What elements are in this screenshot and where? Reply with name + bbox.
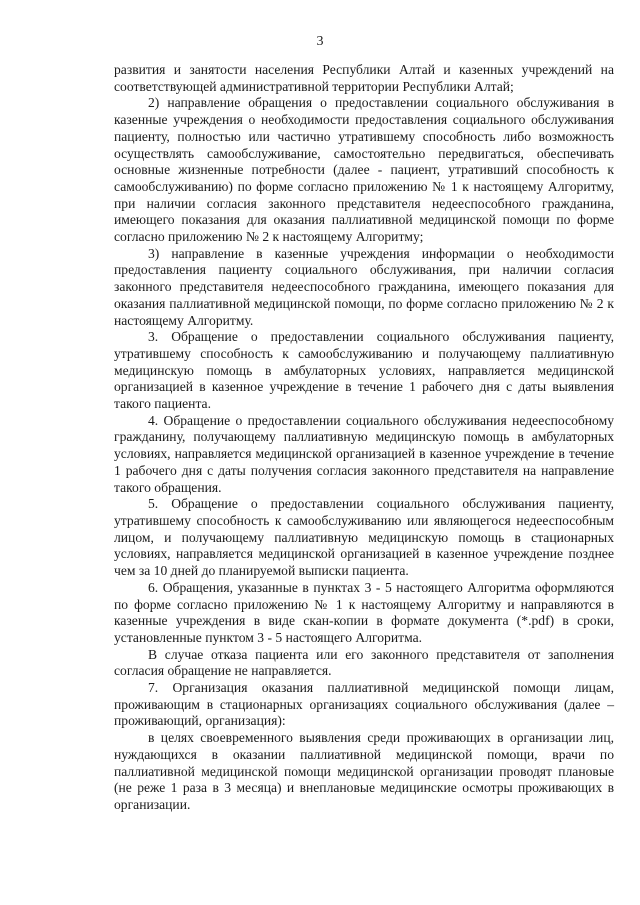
paragraph: в целях своевременного выявления среди проживающих в организации лиц, нуждающихся в оказании паллиативной медицинской помощи, врачи по паллиативной медицинской помощи медицинской организации проводят плановые (не реже 1 раза в 3 месяца) и внеплановые медицинские осмотры проживающих в организации. bbox=[114, 730, 614, 812]
page-number: 3 bbox=[316, 34, 324, 49]
paragraph: 3) направление в казенные учреждения информации о необходимости предоставления пациенту социального обслуживания, при наличии согласия законного представителя недееспособного гражданина, имеющего показания для оказания паллиативной медицинской помощи, по форме согласно приложению № 2 к настоящему Алгоритму. bbox=[114, 245, 614, 328]
paragraph: 3. Обращение о предоставлении социального обслуживания пациенту, утратившему способность к самообслуживанию и получающему паллиативную медицинскую помощь в амбулаторных условиях, направляется медицинской организацией в казенное учреждение в течение 1 рабочего дня с даты выявления такого пациента. bbox=[114, 329, 614, 412]
paragraph: 2) направление обращения о предоставлении социального обслуживания в казенные учреждения о необходимости предоставления социального обслуживания пациенту, полностью или частично утратившему способность либо возможность осуществлять самообслуживание, самостоятельно передвигаться, обеспечивать основные жизненные потребности (далее - пациент, утративший способность к самообслуживанию) по форме согласно приложению № 1 к настоящему Алгоритму, при наличии согласия законного представителя недееспособного гражданина, имеющего показания для оказания паллиативной медицинской помощи по форме согласно приложению № 2 к настоящему Алгоритму; bbox=[114, 95, 614, 245]
document-body bbox=[114, 62, 614, 814]
paragraph: 7. Организация оказания паллиативной медицинской помощи лицам, проживающим в стационарных организациях социального обслуживания (далее – проживающий, организация): bbox=[114, 680, 614, 729]
paragraph: 6. Обращения, указанные в пунктах 3 - 5 настоящего Алгоритма оформляются по форме согласно приложению № 1 к настоящему Алгоритму и направляются в казенные учреждения в виде скан-копии в формате документа (*.pdf) в сроки, установленные пунктом 3 - 5 настоящего Алгоритма. bbox=[114, 579, 614, 645]
paragraph: 4. Обращение о предоставлении социального обслуживания недееспособному гражданину, получающему паллиативную медицинскую помощь в амбулаторных условиях, направляется медицинской организацией в казенное учреждение в течение 1 рабочего дня с даты получения согласия законного представителя на направление такого обращения. bbox=[114, 412, 614, 495]
paragraph: 5. Обращение о предоставлении социального обслуживания пациенту, утратившему способность к самообслуживанию или являющегося недееспособным лицом, и получающему паллиативную медицинскую помощь в стационарных условиях, направляется медицинской организацией в казенное учреждение позднее чем за 10 дней до планируемой выписки пациента. bbox=[114, 496, 614, 579]
paragraph: В случае отказа пациента или его законного представителя от заполнения согласия обращение не направляется. bbox=[114, 646, 614, 679]
paragraph: развития и занятости населения Республики Алтай и казенных учреждений на соответствующей административной территории Республики Алтай; bbox=[114, 62, 614, 94]
